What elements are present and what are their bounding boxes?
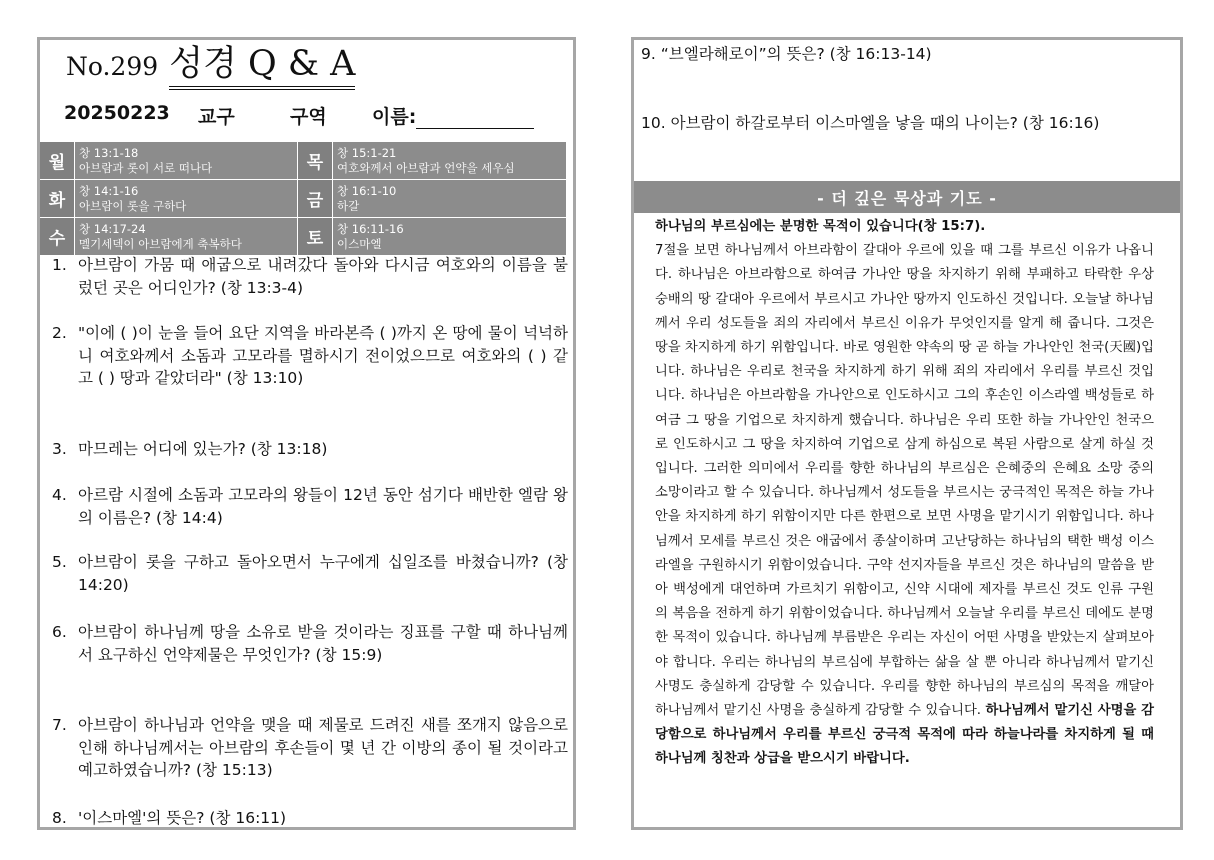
- reading-desc: 하갈: [337, 198, 360, 213]
- question-item: [52, 551, 568, 596]
- question-text: 아브람이 하나님과 언약을 맺을 때 제물로 드려진 새를 쪼개지 않음으로 인해 하나님께서는 아브람의 후손들이 몇 년 간 이방의 종이 될 것이라고 예고하였습니까? (창 15:13): [78, 716, 568, 779]
- question-item: [52, 254, 568, 299]
- question-text: "이에 ( )이 눈을 들어 요단 지역을 바라본즉 ( )까지 온 땅에 물이 넉넉하니 여호와께서 소돔과 고모라를 멸하시기 전이었으므로 여호와의 ( ) 같고 ( ) 땅과 같았더라" (창 13:10): [78, 324, 568, 387]
- question-item: [52, 807, 568, 830]
- schedule-row: [40, 142, 573, 179]
- meditation-body: [655, 215, 1154, 772]
- reading-ref: 창 14:1-16: [79, 183, 139, 198]
- district-label: 교구: [198, 106, 235, 128]
- reading-desc: 이스마엘: [337, 236, 382, 251]
- schedule-row: [40, 180, 573, 217]
- name-field: [372, 102, 534, 129]
- day-label: 토: [298, 218, 332, 255]
- meditation-closing: 하나님께서 맡기신 사명을 감당함으로 하나님께서 우리를 부르신 궁극적 목적에 따라 하늘나라를 차지하게 될 때 하나님께 칭찬과 상급을 받으시기 바랍니다.: [655, 703, 1154, 767]
- reading-cell: [333, 218, 566, 255]
- reading-schedule: [40, 142, 573, 256]
- meditation-paragraph: 7절을 보면 하나님께서 아브라함이 갈대아 우르에 있을 때 그를 부르신 이유가 나옵니다. 하나님은 아브라함으로 하여금 가나안 땅을 차지하기 위해 부패하고 타락한 우상 숭배의 땅 갈대아 우르에서 부르시고 가나안 땅까지 인도하신 것입니다. 오늘날 하나님께서 우리 성도들을 죄의 자리에서 부르신 이유가 무엇인지를 알게 해 줍니다. 그것은 땅을 차지하게 하기 위함입니다. 바로 영원한 약속의 땅 곧 하늘 가나안인 천국(天國)입니다. 하나님은 우리로 천국을 차지하게 하기 위해 죄의 자리에서 우리를 부르신 것입니다. 하나님은 아브라함을 가나안으로 인도하시고 그의 후손인 이스라엘 백성들로 하여금 그 땅을 기업으로 차지하게 했습니다. 하나님은 우리 또한 하늘 가나안인 천국으로 인도하시고 그 땅을 차지하여 기업으로 삼게 하심으로 복된 사람으로 살게 하실 것입니다. 그러한 의미에서 우리를 향한 하나님의 부르심은 은혜중의 은혜요 소망 중의 소망이라고 할 수 있습니다. 하나님께서 성도들을 부르시는 궁극적인 목적은 하늘 가나안을 차지하게 하기 위함이지만 다른 한편으로 보면 사명을 맡기시기 위함입니다. 하나님께서 모세를 부르신 것은 애굽에서 종살이하며 고난당하는 하나님의 택한 백성 이스라엘을 구원하시기 위함이었습니다. 구약 선지자들을 부르신 것은 하나님의 말씀을 받아 백성에게 대언하며 가르치기 위함이고, 신약 시대에 제자를 부르신 것도 인류 구원의 복음을 전하게 하기 위함이었습니다. 하나님께서 오늘날 우리를 부르신 데에도 분명한 목적이 있습니다. 하나님께 부름받은 우리는 자신이 어떤 사명을 받았는지 살펴보아야 합니다. 우리는 하나님의 부르심에 부합하는 삶을 살 뿐 아니라 하나님께서 맡기신 사명도 충실하게 감당할 수 있습니다. 우리를 향한 하나님의 부르심의 목적을 깨달아 하나님께서 맡기신 사명을 충실하게 감당할 수 있습니다.: [655, 243, 1154, 719]
- question-item: 9. “브엘라해로이”의 뜻은? (창 16:13-14): [641, 45, 932, 63]
- reading-ref: 창 13:1-18: [79, 145, 139, 160]
- question-number: 4.: [52, 486, 67, 504]
- issue-number: No.299: [66, 52, 159, 81]
- reading-cell: [333, 180, 566, 217]
- question-number: 6.: [52, 623, 67, 641]
- question-item: [52, 438, 568, 461]
- right-panel: [631, 37, 1183, 830]
- question-number: 5.: [52, 553, 67, 571]
- name-label: 이름:: [372, 106, 417, 128]
- reading-ref: 창 16:11-16: [337, 221, 404, 236]
- question-item: [52, 714, 568, 782]
- question-item: [52, 484, 568, 529]
- question-item: 10. 아브람이 하갈로부터 이스마엘을 낳을 때의 나이는? (창 16:16): [641, 114, 1100, 132]
- question-text: 마므레는 어디에 있는가? (창 13:18): [78, 440, 328, 458]
- question-number: 8.: [52, 809, 67, 827]
- left-panel: [37, 37, 576, 830]
- date-label: 20250223: [64, 102, 170, 124]
- reading-cell: [75, 142, 297, 179]
- question-text: '이스마엘'의 뜻은? (창 16:11): [78, 809, 287, 827]
- meditation-heading: 하나님의 부르심에는 분명한 목적이 있습니다(창 15:7).: [655, 219, 986, 234]
- reading-ref: 창 16:1-10: [337, 183, 397, 198]
- reading-desc: 멜기세덱이 아브람에게 축복하다: [79, 236, 242, 251]
- day-label: 금: [298, 180, 332, 217]
- question-number: 3.: [52, 440, 67, 458]
- reading-ref: 창 14:17-24: [79, 221, 146, 236]
- title-row: [66, 42, 355, 90]
- reading-cell: [75, 180, 297, 217]
- question-number: 2.: [52, 324, 67, 342]
- reading-desc: 여호와께서 아브람과 언약을 세우심: [337, 160, 515, 175]
- question-number: 7.: [52, 716, 67, 734]
- day-label: 목: [298, 142, 332, 179]
- meditation-section-bar: - 더 깊은 묵상과 기도 -: [634, 181, 1180, 213]
- reading-ref: 창 15:1-21: [337, 145, 397, 160]
- reading-desc: 아브람과 롯이 서로 떠나다: [79, 160, 213, 175]
- question-text: 아브람이 롯을 구하고 돌아오면서 누구에게 십일조를 바쳤습니까? (창 14:20): [78, 553, 568, 594]
- question-item: [52, 621, 568, 666]
- name-blank: [416, 108, 534, 129]
- page-title: 성경 Q & A: [169, 42, 355, 90]
- question-text: 아브람이 하나님께 땅을 소유로 받을 것이라는 징표를 구할 때 하나님께서 요구하신 언약제물은 무엇인가? (창 15:9): [78, 623, 568, 664]
- day-label: 수: [40, 218, 74, 255]
- question-number: 1.: [52, 256, 67, 274]
- day-label: 화: [40, 180, 74, 217]
- zone-label: 구역: [290, 106, 327, 128]
- question-text: 아르람 시절에 소돔과 고모라의 왕들이 12년 동안 섬기다 배반한 엘람 왕의 이름은? (창 14:4): [78, 486, 568, 527]
- reading-desc: 아브람이 롯을 구하다: [79, 198, 187, 213]
- question-text: 아브람이 가뭄 때 애굽으로 내려갔다 돌아와 다시금 여호와의 이름을 불렀던 곳은 어디인가? (창 13:3-4): [78, 256, 568, 297]
- schedule-row: [40, 218, 573, 255]
- question-item: [52, 322, 568, 390]
- reading-cell: [333, 142, 566, 179]
- reading-cell: [75, 218, 297, 255]
- day-label: 월: [40, 142, 74, 179]
